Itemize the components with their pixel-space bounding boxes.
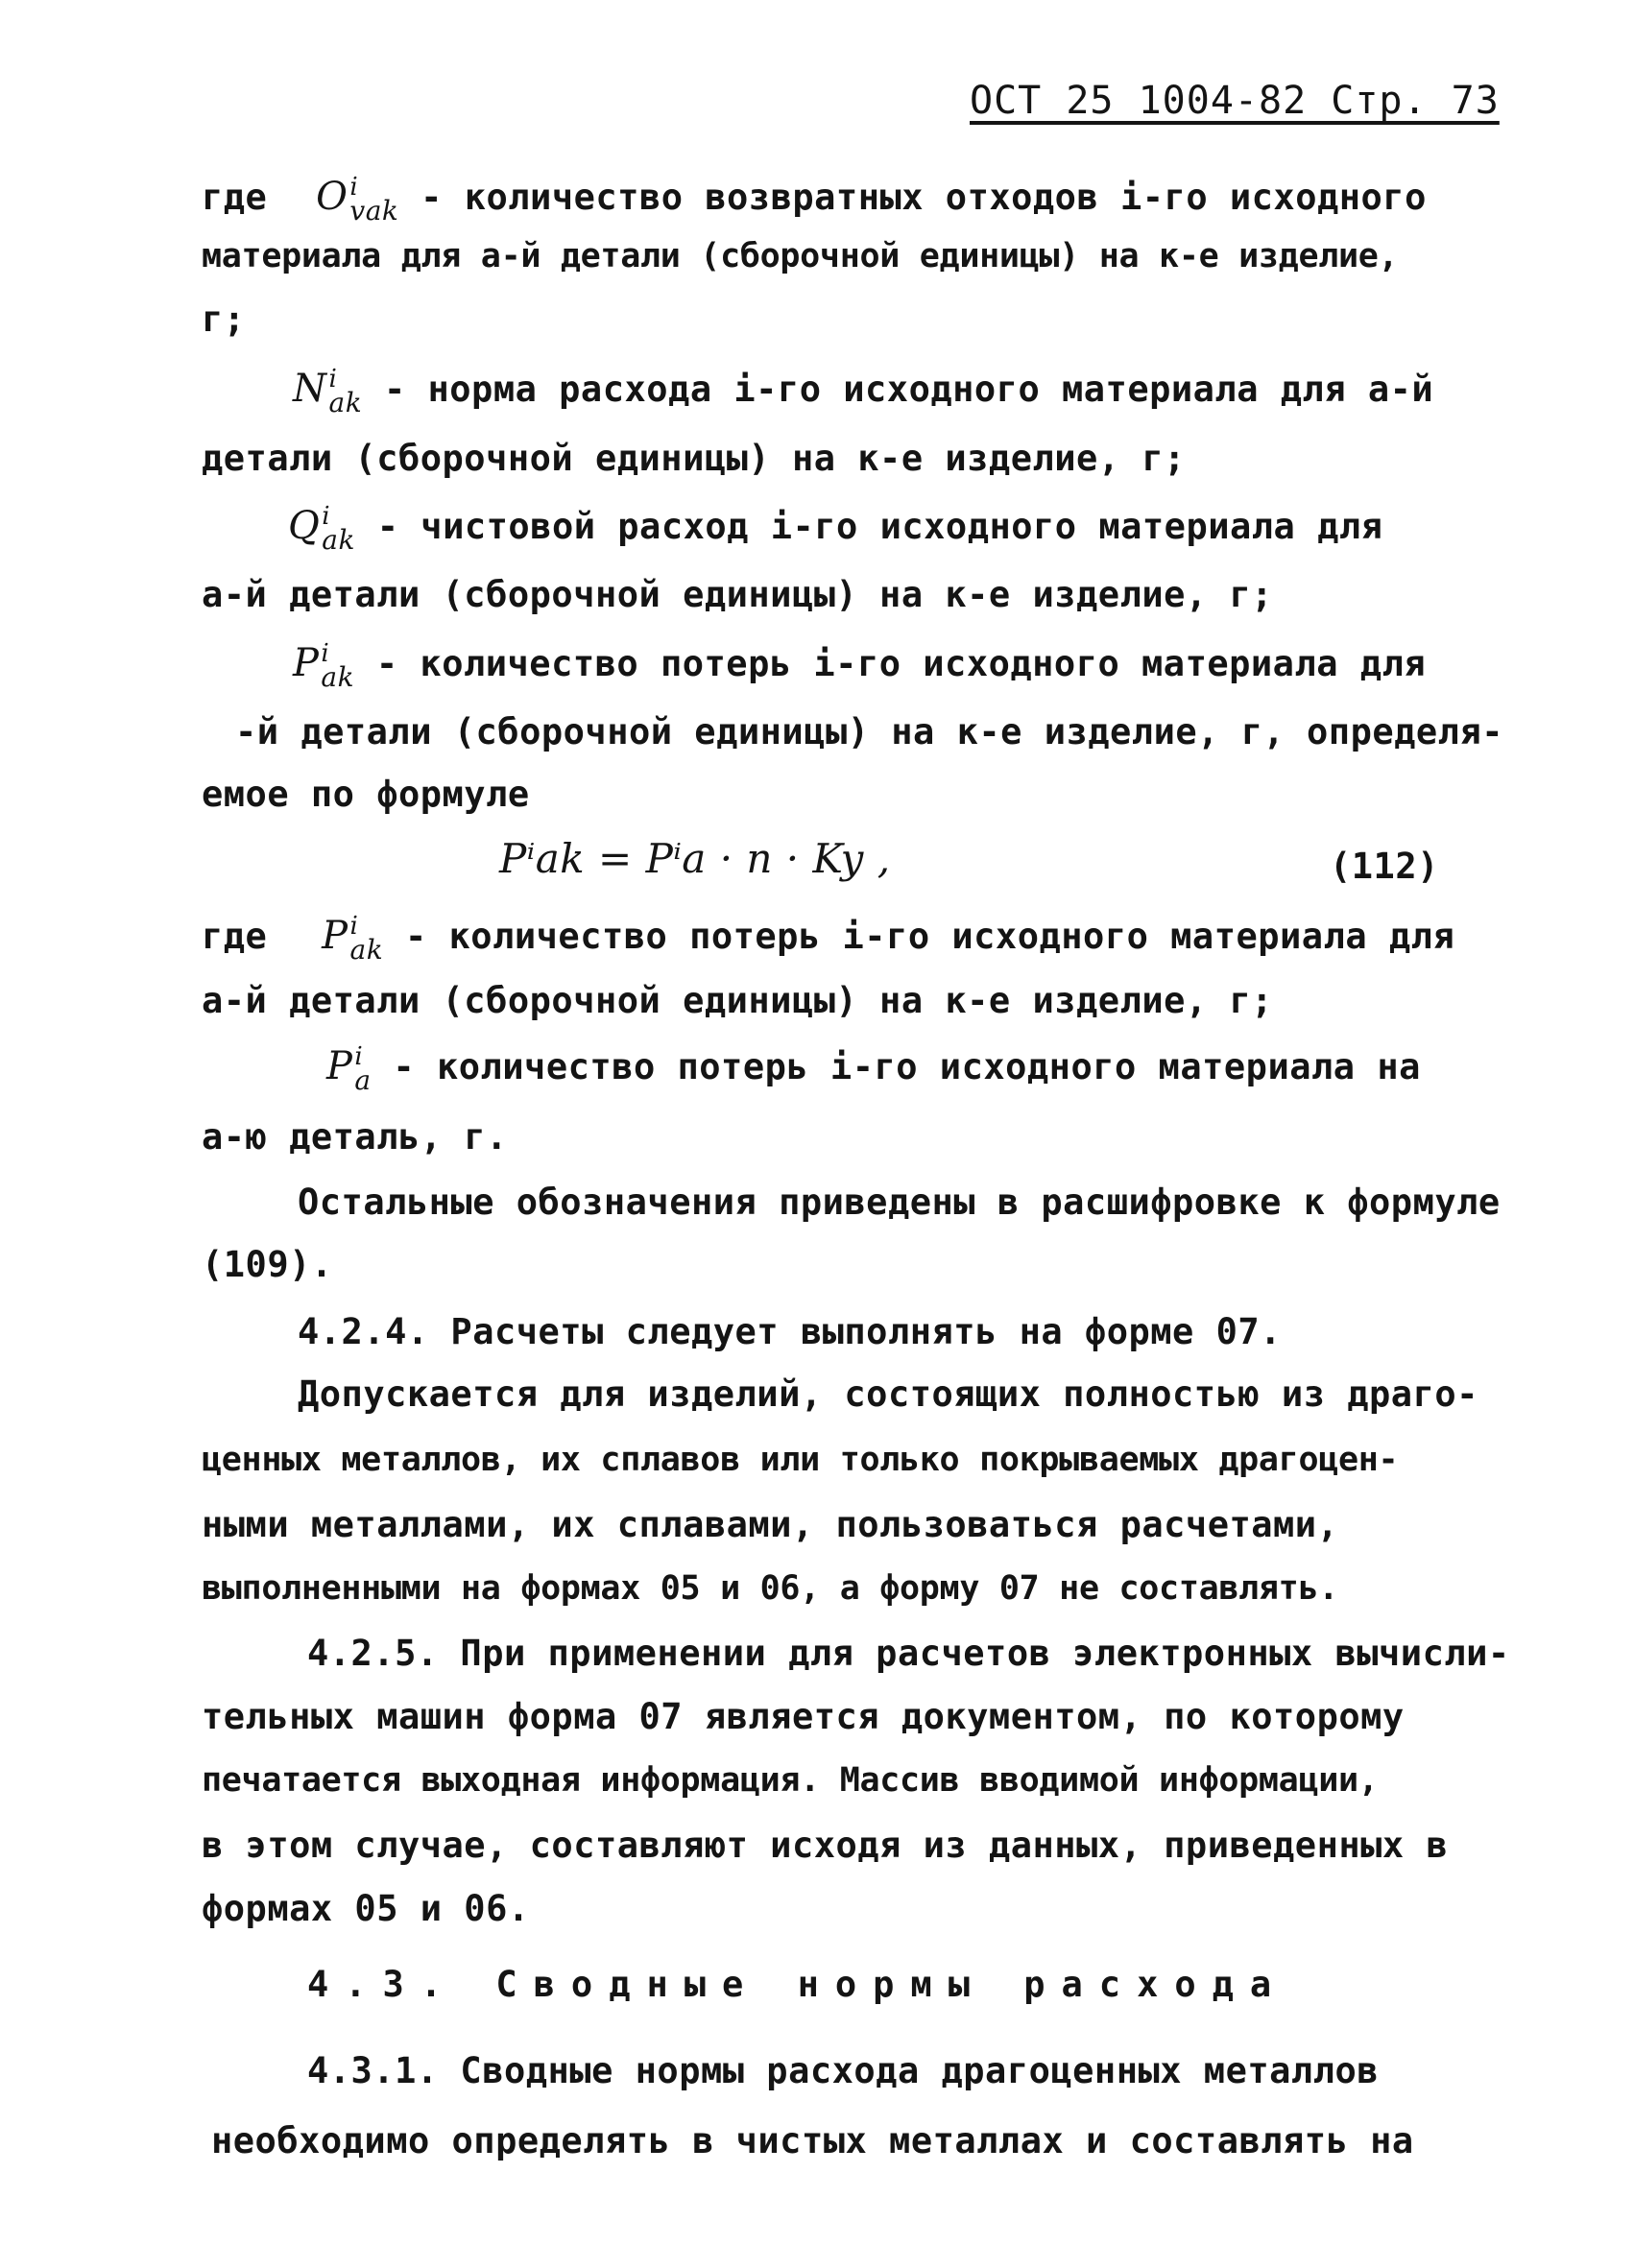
text-definition: - чистовой расход i-го исходного материала для — [376, 506, 1383, 547]
text-line — [293, 639, 1427, 693]
page-header-doc-ref: ОСТ 25 1004-82 Стр. 73 — [970, 79, 1500, 123]
text-line: г; — [202, 298, 246, 340]
text-definition: - количество потерь i-го исходного материала для — [404, 916, 1455, 957]
text-line: детали (сборочной единицы) на к-е изделие, г; — [202, 438, 1186, 479]
text-where: где — [202, 916, 268, 957]
text-line: a-ю деталь, г. — [202, 1116, 508, 1158]
symbol-o-vak: O i vak — [316, 173, 399, 227]
text-line: ценных металлов, их сплавов или только покрываемых драгоцен- — [202, 1441, 1399, 1479]
symbol-n-ak: N i ak — [293, 365, 363, 418]
text-line: в этом случае, составляют исходя из данных, приведенных в — [202, 1825, 1449, 1866]
text-line: -й детали (сборочной единицы) на к-е изделие, г, определя- — [235, 711, 1504, 752]
text-line: (109). — [202, 1244, 333, 1285]
text-line — [288, 502, 1383, 556]
text-line: формах 05 и 06. — [202, 1888, 530, 1929]
text-line: a-й детали (сборочной единицы) на к-е изделие, г; — [202, 574, 1274, 615]
text-line — [293, 367, 1433, 416]
formula-112: Pⁱak = Pⁱa · n · Ky , — [499, 835, 891, 882]
symbol-p-ak: P i ak — [322, 912, 384, 966]
text-line: ными металлами, их сплавами, пользоваться расчетами, — [202, 1504, 1339, 1545]
symbol-p-ak: P i ak — [293, 639, 355, 693]
text-line: емое по формуле — [202, 774, 530, 815]
text-definition: - количество возвратных отходов i-го исходного — [421, 177, 1427, 218]
text-definition: - количество потерь i-го исходного материала для — [375, 643, 1427, 684]
text-line: a-й детали (сборочной единицы) на к-е изделие, г; — [202, 980, 1274, 1021]
text-line: Допускается для изделий, состоящих полностью из драго- — [298, 1373, 1478, 1415]
text-definition: - норма расхода i-го исходного материала для a-й — [383, 369, 1434, 410]
text-line: материала для a-й детали (сборочной единицы) на к-е изделие, — [202, 237, 1399, 275]
text-line: выполненными на формах 05 и 06, а форму 07 не составлять. — [202, 1569, 1338, 1608]
symbol-p-a: P i a — [326, 1042, 372, 1096]
text-line: Остальные обозначения приведены в расшифровке к формуле — [298, 1182, 1501, 1223]
symbol-q-ak: Q i ak — [288, 502, 355, 556]
text-line — [202, 912, 1455, 966]
text-line: необходимо определять в чистых металлах и составлять на — [211, 2120, 1414, 2161]
text-definition: - количество потерь i-го исходного материала на — [393, 1046, 1421, 1087]
clause-4-2-5: 4.2.5. При применении для расчетов электронных вычисли- — [307, 1633, 1510, 1674]
clause-4-3-1: 4.3.1. Сводные нормы расхода драгоценных металлов — [307, 2050, 1380, 2091]
section-heading-4-3: 4.3. Сводные нормы расхода — [307, 1964, 1288, 2005]
text-line: печатается выходная информация. Массив вводимой информации, — [202, 1761, 1379, 1800]
text-line — [202, 173, 1427, 227]
text-where: где — [202, 177, 268, 218]
formula-number: (112) — [1330, 846, 1439, 887]
text-line — [326, 1042, 1421, 1096]
clause-4-2-4: 4.2.4. Расчеты следует выполнять на форме 07. — [298, 1311, 1282, 1352]
text-line: тельных машин форма 07 является документом, по которому — [202, 1696, 1405, 1737]
